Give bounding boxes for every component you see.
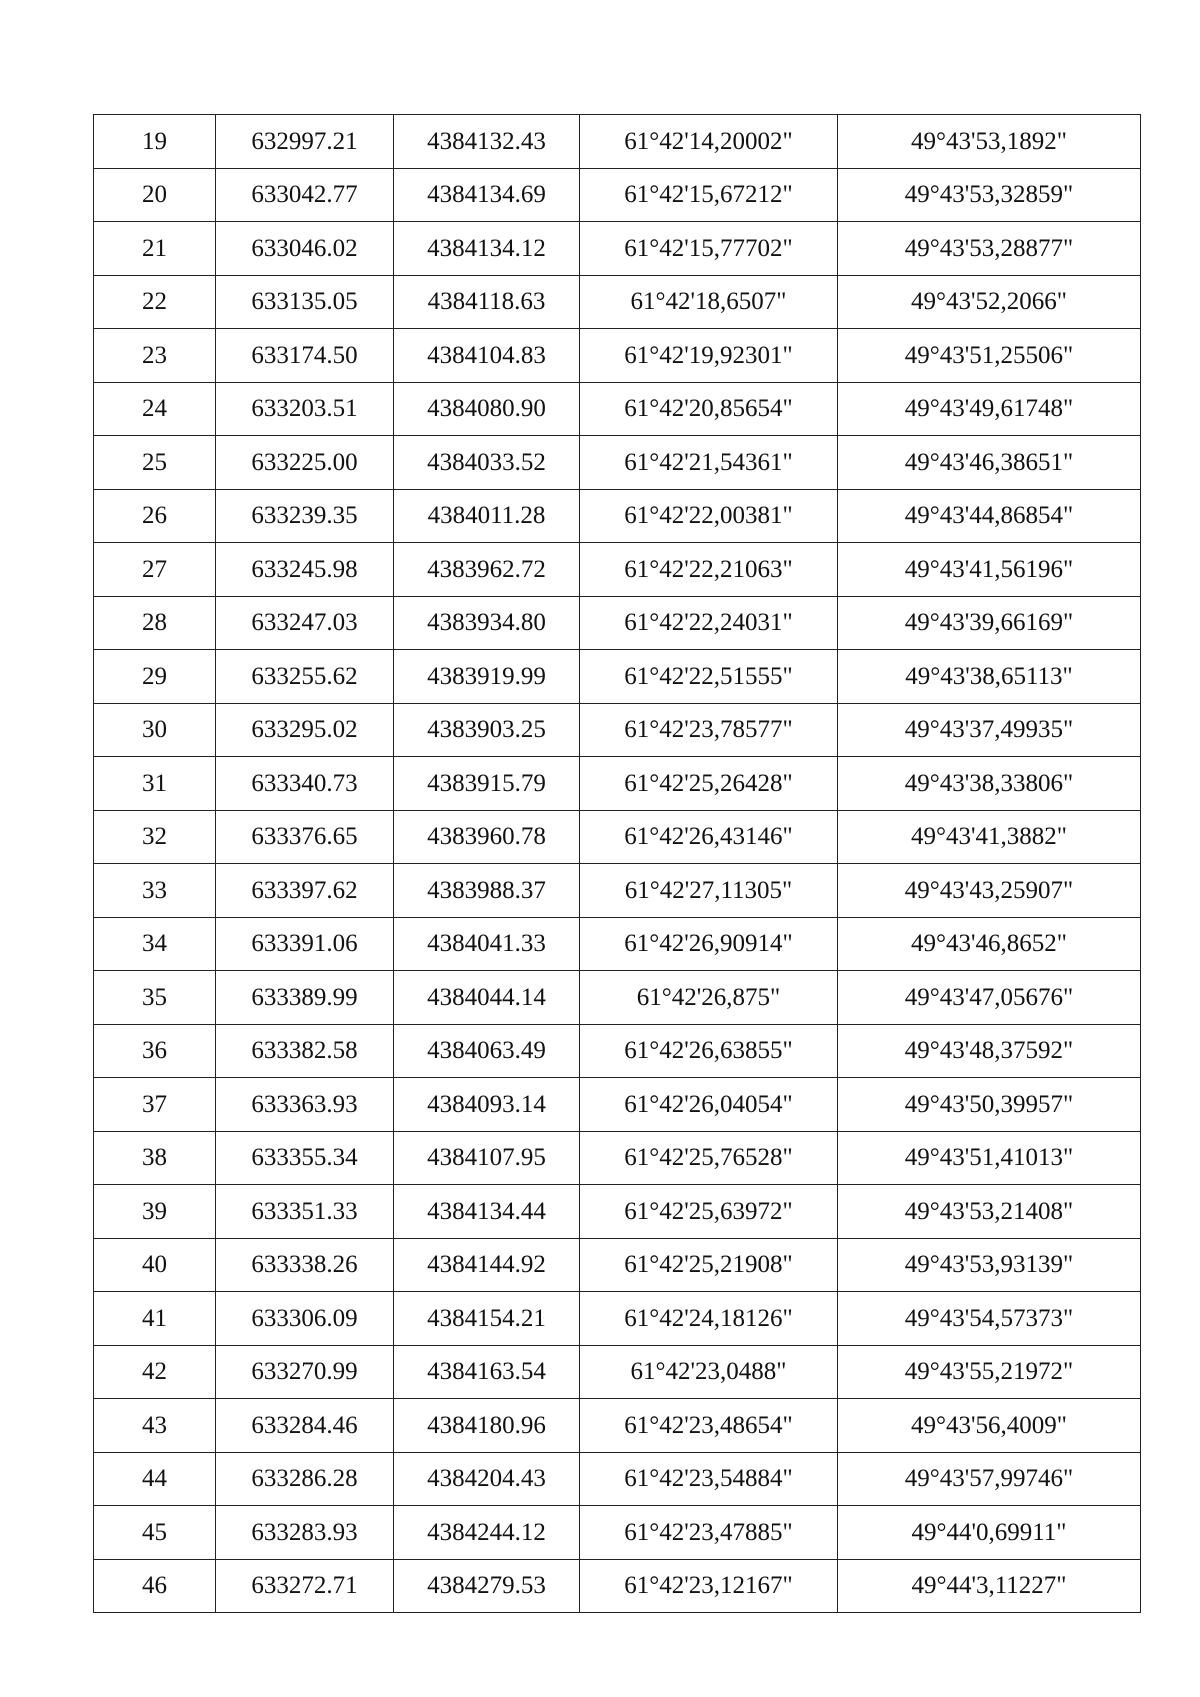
x-coordinate-cell: 633397.62 bbox=[216, 864, 394, 918]
y-coordinate-cell: 4384044.14 bbox=[394, 971, 580, 1025]
latitude-cell: 49°43'37,49935" bbox=[838, 703, 1141, 757]
y-coordinate-cell: 4383915.79 bbox=[394, 757, 580, 811]
point-number-cell: 41 bbox=[94, 1292, 216, 1346]
point-number-cell: 46 bbox=[94, 1559, 216, 1613]
x-coordinate-cell: 633389.99 bbox=[216, 971, 394, 1025]
y-coordinate-cell: 4383962.72 bbox=[394, 543, 580, 597]
table-row bbox=[94, 864, 1141, 918]
x-coordinate-cell: 633306.09 bbox=[216, 1292, 394, 1346]
y-coordinate-cell: 4384279.53 bbox=[394, 1559, 580, 1613]
latitude-cell: 49°43'50,39957" bbox=[838, 1078, 1141, 1132]
x-coordinate-cell: 633355.34 bbox=[216, 1131, 394, 1185]
y-coordinate-cell: 4384104.83 bbox=[394, 329, 580, 383]
point-number-cell: 38 bbox=[94, 1131, 216, 1185]
y-coordinate-cell: 4384144.92 bbox=[394, 1238, 580, 1292]
x-coordinate-cell: 633203.51 bbox=[216, 382, 394, 436]
table-row bbox=[94, 1452, 1141, 1506]
point-number-cell: 34 bbox=[94, 917, 216, 971]
table-row bbox=[94, 168, 1141, 222]
x-coordinate-cell: 633174.50 bbox=[216, 329, 394, 383]
point-number-cell: 36 bbox=[94, 1024, 216, 1078]
x-coordinate-cell: 633245.98 bbox=[216, 543, 394, 597]
longitude-cell: 61°42'26,875" bbox=[580, 971, 838, 1025]
table-row bbox=[94, 971, 1141, 1025]
x-coordinate-cell: 633042.77 bbox=[216, 168, 394, 222]
y-coordinate-cell: 4384132.43 bbox=[394, 115, 580, 169]
point-number-cell: 25 bbox=[94, 436, 216, 490]
longitude-cell: 61°42'23,12167" bbox=[580, 1559, 838, 1613]
longitude-cell: 61°42'23,54884" bbox=[580, 1452, 838, 1506]
point-number-cell: 39 bbox=[94, 1185, 216, 1239]
x-coordinate-cell: 633351.33 bbox=[216, 1185, 394, 1239]
y-coordinate-cell: 4384134.12 bbox=[394, 222, 580, 276]
latitude-cell: 49°43'53,1892" bbox=[838, 115, 1141, 169]
point-number-cell: 21 bbox=[94, 222, 216, 276]
latitude-cell: 49°43'51,41013" bbox=[838, 1131, 1141, 1185]
y-coordinate-cell: 4384204.43 bbox=[394, 1452, 580, 1506]
point-number-cell: 31 bbox=[94, 757, 216, 811]
x-coordinate-cell: 633286.28 bbox=[216, 1452, 394, 1506]
x-coordinate-cell: 633338.26 bbox=[216, 1238, 394, 1292]
y-coordinate-cell: 4383919.99 bbox=[394, 650, 580, 704]
point-number-cell: 24 bbox=[94, 382, 216, 436]
x-coordinate-cell: 633283.93 bbox=[216, 1506, 394, 1560]
x-coordinate-cell: 633255.62 bbox=[216, 650, 394, 704]
longitude-cell: 61°42'20,85654" bbox=[580, 382, 838, 436]
longitude-cell: 61°42'25,63972" bbox=[580, 1185, 838, 1239]
x-coordinate-cell: 633272.71 bbox=[216, 1559, 394, 1613]
longitude-cell: 61°42'15,67212" bbox=[580, 168, 838, 222]
y-coordinate-cell: 4384080.90 bbox=[394, 382, 580, 436]
longitude-cell: 61°42'22,21063" bbox=[580, 543, 838, 597]
point-number-cell: 28 bbox=[94, 596, 216, 650]
point-number-cell: 27 bbox=[94, 543, 216, 597]
longitude-cell: 61°42'15,77702" bbox=[580, 222, 838, 276]
table-row bbox=[94, 222, 1141, 276]
longitude-cell: 61°42'23,48654" bbox=[580, 1399, 838, 1453]
table-row bbox=[94, 1292, 1141, 1346]
latitude-cell: 49°43'52,2066" bbox=[838, 275, 1141, 329]
x-coordinate-cell: 633363.93 bbox=[216, 1078, 394, 1132]
coordinates-table-body bbox=[94, 115, 1141, 1613]
latitude-cell: 49°43'38,65113" bbox=[838, 650, 1141, 704]
latitude-cell: 49°43'53,21408" bbox=[838, 1185, 1141, 1239]
table-row bbox=[94, 1559, 1141, 1613]
x-coordinate-cell: 632997.21 bbox=[216, 115, 394, 169]
coordinates-table bbox=[93, 114, 1141, 1613]
longitude-cell: 61°42'22,24031" bbox=[580, 596, 838, 650]
y-coordinate-cell: 4384063.49 bbox=[394, 1024, 580, 1078]
table-row bbox=[94, 917, 1141, 971]
longitude-cell: 61°42'23,0488" bbox=[580, 1345, 838, 1399]
y-coordinate-cell: 4383988.37 bbox=[394, 864, 580, 918]
x-coordinate-cell: 633247.03 bbox=[216, 596, 394, 650]
y-coordinate-cell: 4383934.80 bbox=[394, 596, 580, 650]
table-row bbox=[94, 329, 1141, 383]
point-number-cell: 29 bbox=[94, 650, 216, 704]
longitude-cell: 61°42'24,18126" bbox=[580, 1292, 838, 1346]
y-coordinate-cell: 4383960.78 bbox=[394, 810, 580, 864]
longitude-cell: 61°42'14,20002" bbox=[580, 115, 838, 169]
y-coordinate-cell: 4384154.21 bbox=[394, 1292, 580, 1346]
y-coordinate-cell: 4384107.95 bbox=[394, 1131, 580, 1185]
table-row bbox=[94, 1345, 1141, 1399]
longitude-cell: 61°42'23,78577" bbox=[580, 703, 838, 757]
x-coordinate-cell: 633225.00 bbox=[216, 436, 394, 490]
longitude-cell: 61°42'25,76528" bbox=[580, 1131, 838, 1185]
latitude-cell: 49°43'51,25506" bbox=[838, 329, 1141, 383]
longitude-cell: 61°42'26,43146" bbox=[580, 810, 838, 864]
y-coordinate-cell: 4384180.96 bbox=[394, 1399, 580, 1453]
table-row bbox=[94, 1399, 1141, 1453]
point-number-cell: 45 bbox=[94, 1506, 216, 1560]
point-number-cell: 23 bbox=[94, 329, 216, 383]
x-coordinate-cell: 633270.99 bbox=[216, 1345, 394, 1399]
longitude-cell: 61°42'26,04054" bbox=[580, 1078, 838, 1132]
latitude-cell: 49°43'49,61748" bbox=[838, 382, 1141, 436]
latitude-cell: 49°43'53,93139" bbox=[838, 1238, 1141, 1292]
point-number-cell: 37 bbox=[94, 1078, 216, 1132]
longitude-cell: 61°42'27,11305" bbox=[580, 864, 838, 918]
y-coordinate-cell: 4384118.63 bbox=[394, 275, 580, 329]
table-row bbox=[94, 757, 1141, 811]
y-coordinate-cell: 4384134.44 bbox=[394, 1185, 580, 1239]
x-coordinate-cell: 633376.65 bbox=[216, 810, 394, 864]
point-number-cell: 35 bbox=[94, 971, 216, 1025]
point-number-cell: 40 bbox=[94, 1238, 216, 1292]
latitude-cell: 49°44'0,69911" bbox=[838, 1506, 1141, 1560]
latitude-cell: 49°43'43,25907" bbox=[838, 864, 1141, 918]
latitude-cell: 49°44'3,11227" bbox=[838, 1559, 1141, 1613]
point-number-cell: 30 bbox=[94, 703, 216, 757]
longitude-cell: 61°42'19,92301" bbox=[580, 329, 838, 383]
table-row bbox=[94, 650, 1141, 704]
point-number-cell: 26 bbox=[94, 489, 216, 543]
longitude-cell: 61°42'23,47885" bbox=[580, 1506, 838, 1560]
y-coordinate-cell: 4384163.54 bbox=[394, 1345, 580, 1399]
x-coordinate-cell: 633340.73 bbox=[216, 757, 394, 811]
table-row bbox=[94, 275, 1141, 329]
longitude-cell: 61°42'22,51555" bbox=[580, 650, 838, 704]
table-row bbox=[94, 436, 1141, 490]
table-row bbox=[94, 703, 1141, 757]
y-coordinate-cell: 4384093.14 bbox=[394, 1078, 580, 1132]
point-number-cell: 32 bbox=[94, 810, 216, 864]
latitude-cell: 49°43'46,38651" bbox=[838, 436, 1141, 490]
latitude-cell: 49°43'56,4009" bbox=[838, 1399, 1141, 1453]
x-coordinate-cell: 633239.35 bbox=[216, 489, 394, 543]
table-row bbox=[94, 596, 1141, 650]
latitude-cell: 49°43'53,32859" bbox=[838, 168, 1141, 222]
table-row bbox=[94, 1185, 1141, 1239]
latitude-cell: 49°43'53,28877" bbox=[838, 222, 1141, 276]
x-coordinate-cell: 633391.06 bbox=[216, 917, 394, 971]
longitude-cell: 61°42'25,26428" bbox=[580, 757, 838, 811]
latitude-cell: 49°43'55,21972" bbox=[838, 1345, 1141, 1399]
point-number-cell: 20 bbox=[94, 168, 216, 222]
point-number-cell: 22 bbox=[94, 275, 216, 329]
point-number-cell: 19 bbox=[94, 115, 216, 169]
table-row bbox=[94, 1078, 1141, 1132]
latitude-cell: 49°43'48,37592" bbox=[838, 1024, 1141, 1078]
latitude-cell: 49°43'44,86854" bbox=[838, 489, 1141, 543]
longitude-cell: 61°42'21,54361" bbox=[580, 436, 838, 490]
longitude-cell: 61°42'22,00381" bbox=[580, 489, 838, 543]
latitude-cell: 49°43'46,8652" bbox=[838, 917, 1141, 971]
latitude-cell: 49°43'41,3882" bbox=[838, 810, 1141, 864]
y-coordinate-cell: 4384011.28 bbox=[394, 489, 580, 543]
latitude-cell: 49°43'41,56196" bbox=[838, 543, 1141, 597]
x-coordinate-cell: 633295.02 bbox=[216, 703, 394, 757]
point-number-cell: 43 bbox=[94, 1399, 216, 1453]
latitude-cell: 49°43'54,57373" bbox=[838, 1292, 1141, 1346]
y-coordinate-cell: 4384041.33 bbox=[394, 917, 580, 971]
point-number-cell: 44 bbox=[94, 1452, 216, 1506]
x-coordinate-cell: 633135.05 bbox=[216, 275, 394, 329]
table-row bbox=[94, 489, 1141, 543]
latitude-cell: 49°43'57,99746" bbox=[838, 1452, 1141, 1506]
longitude-cell: 61°42'18,6507" bbox=[580, 275, 838, 329]
table-row bbox=[94, 382, 1141, 436]
y-coordinate-cell: 4384033.52 bbox=[394, 436, 580, 490]
table-row bbox=[94, 810, 1141, 864]
y-coordinate-cell: 4384244.12 bbox=[394, 1506, 580, 1560]
longitude-cell: 61°42'26,90914" bbox=[580, 917, 838, 971]
table-row bbox=[94, 1024, 1141, 1078]
point-number-cell: 33 bbox=[94, 864, 216, 918]
longitude-cell: 61°42'25,21908" bbox=[580, 1238, 838, 1292]
x-coordinate-cell: 633284.46 bbox=[216, 1399, 394, 1453]
table-row bbox=[94, 1238, 1141, 1292]
latitude-cell: 49°43'38,33806" bbox=[838, 757, 1141, 811]
y-coordinate-cell: 4383903.25 bbox=[394, 703, 580, 757]
x-coordinate-cell: 633046.02 bbox=[216, 222, 394, 276]
point-number-cell: 42 bbox=[94, 1345, 216, 1399]
table-row bbox=[94, 1506, 1141, 1560]
latitude-cell: 49°43'39,66169" bbox=[838, 596, 1141, 650]
y-coordinate-cell: 4384134.69 bbox=[394, 168, 580, 222]
table-row bbox=[94, 1131, 1141, 1185]
latitude-cell: 49°43'47,05676" bbox=[838, 971, 1141, 1025]
table-row bbox=[94, 543, 1141, 597]
table-row bbox=[94, 115, 1141, 169]
x-coordinate-cell: 633382.58 bbox=[216, 1024, 394, 1078]
longitude-cell: 61°42'26,63855" bbox=[580, 1024, 838, 1078]
